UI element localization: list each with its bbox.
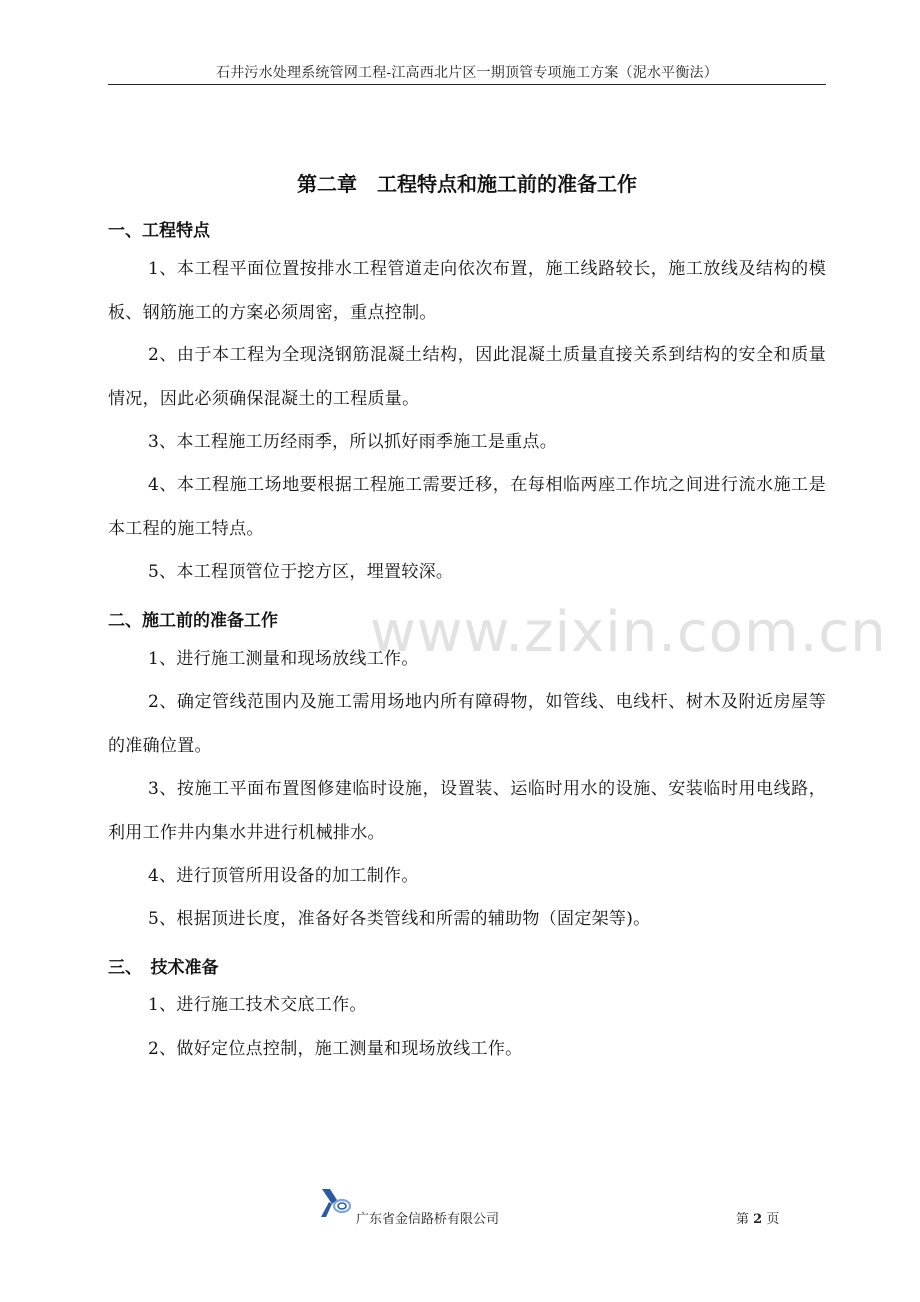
paragraph-2-5: 5、根据顶进长度，准备好各类管线和所需的辅助物（固定架等)。	[148, 909, 651, 929]
footer-page-number	[736, 1208, 779, 1227]
page-suffix: 页	[766, 1212, 780, 1227]
section-heading-2: 二、施工前的准备工作	[108, 611, 278, 631]
paragraph-2-3: 3、按施工平面布置图修建临时设施，设置装、运临时用水的设施、安装临时用电线路，利用工作井内集水井进行机械排水。	[108, 779, 826, 843]
section-heading-1: 一、工程特点	[108, 221, 210, 241]
paragraph-2-2: 2、确定管线范围内及施工需用场地内所有障碍物，如管线、电线杆、树木及附近房屋等的准确位置。	[108, 692, 826, 756]
page-number: 2	[753, 1212, 763, 1227]
paragraph-2-4: 4、进行顶管所用设备的加工制作。	[148, 866, 419, 886]
company-logo-icon	[318, 1186, 352, 1220]
paragraph-1-2: 2、由于本工程为全现浇钢筋混凝土结构，因此混凝土质量直接关系到结构的安全和质量情况，因此必须确保混凝土的工程质量。	[108, 345, 826, 409]
watermark: www.zixin.com.cn	[370, 600, 887, 665]
section-heading-3: 三、 技术准备	[108, 958, 219, 978]
paragraph-1-5: 5、本工程顶管位于挖方区，埋置较深。	[148, 562, 454, 582]
paragraph-1-3: 3、本工程施工历经雨季，所以抓好雨季施工是重点。	[148, 432, 558, 452]
paragraph-1-1: 1、本工程平面位置按排水工程管道走向依次布置，施工线路较长，施工放线及结构的模板、钢筋施工的方案必须周密，重点控制。	[108, 259, 826, 323]
paragraph-1-4: 4、本工程施工场地要根据工程施工需要迁移，在每相临两座工作坑之间进行流水施工是本工程的施工特点。	[108, 475, 826, 539]
header-rule	[108, 84, 826, 85]
paragraph-2-1: 1、进行施工测量和现场放线工作。	[148, 649, 419, 669]
paragraph-3-1: 1、进行施工技术交底工作。	[148, 995, 367, 1015]
footer-company: 广东省金信路桥有限公司	[356, 1212, 500, 1227]
chapter-title: 第二章 工程特点和施工前的准备工作	[297, 172, 637, 196]
page-prefix: 第	[736, 1212, 750, 1227]
paragraph-3-2: 2、做好定位点控制，施工测量和现场放线工作。	[148, 1039, 523, 1059]
running-header: 石井污水处理系统管网工程-江高西北片区一期顶管专项施工方案（泥水平衡法）	[216, 65, 718, 81]
